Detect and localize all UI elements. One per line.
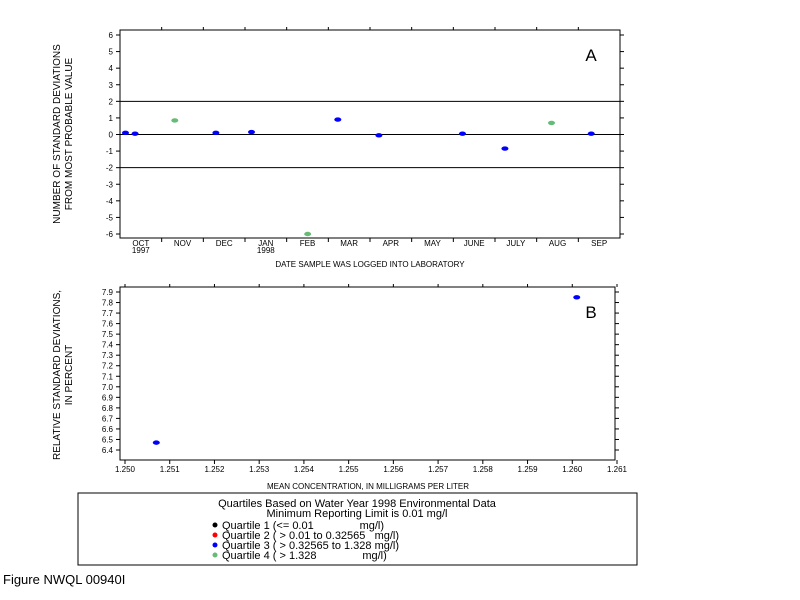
panel-a-xtick-label: MAY <box>424 239 441 248</box>
panel-a-ytick-label: 2 <box>108 97 113 107</box>
legend-marker <box>213 523 218 528</box>
panel-a-ylabel-line2: FROM MOST PROBABLE VALUE <box>64 57 75 211</box>
legend-label: Quartile 2 ( > 0.01 to 0.32565 mg/l) <box>222 530 400 542</box>
panel-b-xtick-label: 1.260 <box>562 465 583 474</box>
panel-b-data-point <box>573 295 580 299</box>
panel-b-ytick-label: 7.0 <box>101 382 113 392</box>
panel-a-ytick-label: -5 <box>105 213 113 223</box>
panel-a-ytick-label: 5 <box>108 47 113 57</box>
panel-a-data-point <box>501 146 508 150</box>
panel-b-xtick-label: 1.250 <box>114 465 136 474</box>
panel-a-xtick-label: SEP <box>591 239 608 248</box>
legend-label: Quartile 1 (<= 0.01 mg/l) <box>222 520 385 532</box>
panel-b-xtick-label: 1.261 <box>606 465 628 474</box>
panel-b-ytick-label: 7.6 <box>101 319 113 329</box>
panel-b-ytick-label: 7.7 <box>101 309 113 319</box>
panel-b-ytick-label: 7.2 <box>101 361 113 371</box>
panel-a-ytick-label: 1 <box>108 113 113 123</box>
panel-a-data-point <box>304 232 311 236</box>
panel-a-data-point <box>122 131 129 135</box>
panel-b-xtick-label: 1.252 <box>204 465 225 474</box>
panel-a-ylabel-line1: NUMBER OF STANDARD DEVIATIONS <box>52 44 63 224</box>
panel-a-ytick-label: -1 <box>105 147 113 157</box>
panel-b-xtick-label: 1.256 <box>383 465 404 474</box>
panel-b-xtick-label: 1.251 <box>159 465 180 474</box>
panel-b-xlabel: MEAN CONCENTRATION, IN MILLIGRAMS PER LITER <box>266 482 470 491</box>
panel-a-data-point <box>588 131 595 135</box>
panel-a-data-point <box>334 117 341 121</box>
panel-a-ytick-label: -6 <box>105 230 113 239</box>
panel-b-ytick-label: 7.4 <box>101 340 113 350</box>
panel-a-data-point <box>459 131 466 135</box>
panel-a-year-label: 1998 <box>256 246 275 255</box>
panel-a-ytick-label: -3 <box>105 180 113 190</box>
panel-a-data-point <box>248 130 255 134</box>
panel-b-xtick-label: 1.254 <box>293 465 314 474</box>
panel-b-ytick-label: 6.8 <box>101 403 113 413</box>
panel-b <box>52 284 628 491</box>
panel-b-ytick-label: 7.3 <box>101 351 113 361</box>
panel-b-ytick-label: 6.4 <box>101 446 113 455</box>
panel-a-data-point <box>132 131 139 135</box>
legend-entry <box>213 550 387 562</box>
panel-b-letter: B <box>585 303 597 322</box>
panel-b-ytick-label: 7.8 <box>101 298 113 308</box>
panel-b-xtick-label: 1.259 <box>517 465 538 474</box>
panel-a-data-point <box>212 131 219 135</box>
legend-marker <box>213 543 218 548</box>
panel-a-data-point <box>375 133 382 137</box>
panel-b-ylabel-line2: IN PERCENT <box>64 344 75 406</box>
panel-a-data-point <box>548 121 555 125</box>
panel-a-xtick-label: MAR <box>340 239 359 248</box>
panel-b-xtick-label: 1.255 <box>338 465 359 474</box>
panel-b-ylabel-line1: RELATIVE STANDARD DEVIATIONS, <box>52 289 63 461</box>
legend <box>78 493 637 565</box>
legend-marker <box>213 533 218 538</box>
legend-marker <box>213 553 218 558</box>
panel-b-xtick-label: 1.253 <box>249 465 270 474</box>
panel-b-ytick-label: 7.1 <box>101 372 113 382</box>
panel-a-year-label: 1997 <box>131 246 150 255</box>
panel-a-ytick-label: 6 <box>108 31 113 40</box>
panel-a-ytick-label: 4 <box>108 64 113 74</box>
panel-a-ytick-label: 0 <box>108 130 113 140</box>
panel-a-xtick-label: OCT <box>132 239 150 248</box>
panel-b-ytick-label: 6.9 <box>101 393 113 403</box>
panel-a-ytick-label: 3 <box>108 80 113 90</box>
panel-b-ytick-label: 6.6 <box>101 424 113 434</box>
panel-a-letter: A <box>585 46 597 65</box>
panel-b-frame <box>120 287 615 460</box>
panel-b-ytick-label: 7.9 <box>101 288 113 297</box>
legend-title: Quartiles Based on Water Year 1998 Environmental Data <box>218 498 496 510</box>
panel-a-xlabel: DATE SAMPLE WAS LOGGED INTO LABORATORY <box>275 260 465 269</box>
panel-a-xtick-label: JAN <box>258 239 274 248</box>
panel-a <box>52 27 624 269</box>
panel-b-xtick-label: 1.257 <box>428 465 449 474</box>
panel-b-ytick-label: 6.7 <box>101 414 113 424</box>
panel-a-xtick-label: NOV <box>173 239 192 248</box>
panel-a-xtick-label: JULY <box>506 239 526 248</box>
panel-a-data-point <box>171 118 178 122</box>
panel-a-xtick-label: FEB <box>299 239 316 248</box>
legend-subtitle: Minimum Reporting Limit is 0.01 mg/l <box>266 508 448 520</box>
panel-b-data-point <box>153 440 160 444</box>
panel-a-ytick-label: -4 <box>105 196 113 206</box>
panel-a-xtick-label: JUNE <box>463 239 485 248</box>
panel-b-ytick-label: 6.5 <box>101 435 113 445</box>
panel-a-xtick-label: APR <box>382 239 400 248</box>
legend-label: Quartile 3 ( > 0.32565 to 1.328 mg/l) <box>222 540 400 552</box>
figure-id: Figure NWQL 00940I <box>3 572 126 587</box>
panel-b-ytick-label: 7.5 <box>101 330 113 340</box>
panel-a-xtick-label: AUG <box>548 239 567 248</box>
legend-label: Quartile 4 ( > 1.328 mg/l) <box>222 550 387 562</box>
panel-b-xtick-label: 1.258 <box>472 465 493 474</box>
panel-a-ytick-label: -2 <box>105 163 113 173</box>
panel-a-xtick-label: DEC <box>215 239 233 248</box>
